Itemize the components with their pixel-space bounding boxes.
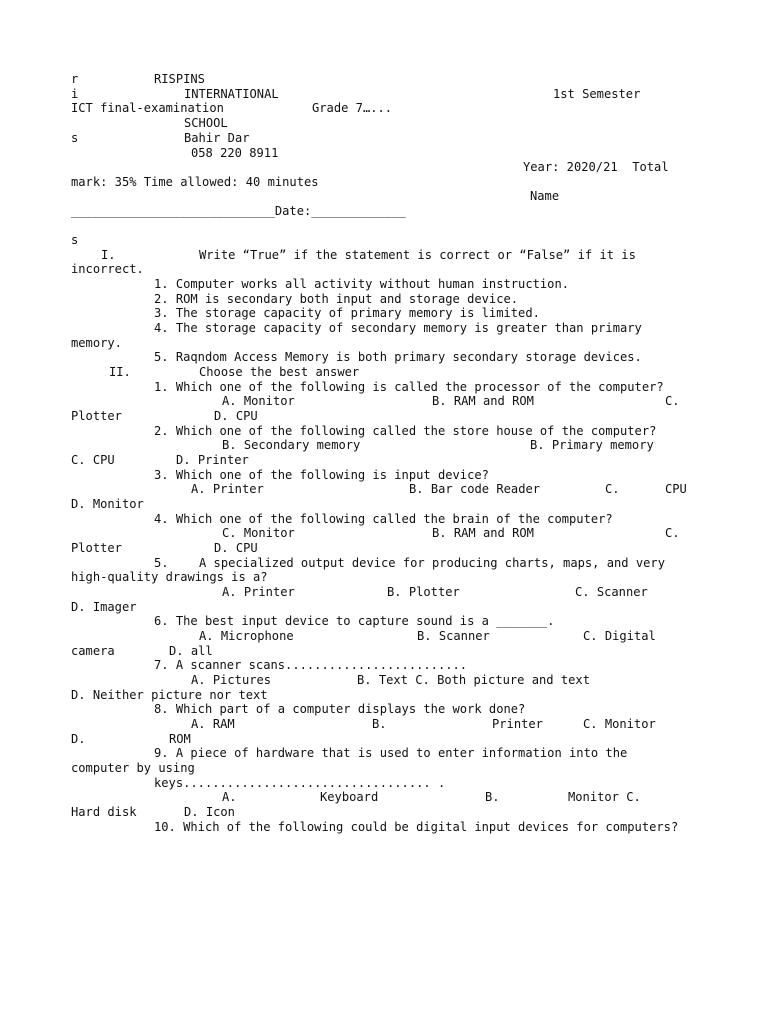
tf-item: 3. The storage capacity of primary memory is limited. [154, 306, 540, 320]
question-stem: 4. Which one of the following called the brain of the computer? [154, 512, 613, 526]
question-stem: 2. Which one of the following called the store house of the computer? [154, 424, 657, 438]
school-name-line-2: INTERNATIONAL [184, 87, 279, 101]
choice: CPU [665, 482, 687, 496]
choice: C. Monitor [583, 717, 656, 731]
choice: C. [605, 482, 620, 496]
tf-item: 2. ROM is secondary both input and storage device. [154, 292, 519, 306]
choice: B. Text C. Both picture and text [357, 673, 590, 687]
choice: Printer [492, 717, 543, 731]
question-stem: 3. Which one of the following is input device? [154, 468, 489, 482]
choice: C. [665, 394, 680, 408]
choice: A. [222, 790, 237, 804]
question-stem: 1. Which one of the following is called the processor of the computer? [154, 380, 664, 394]
question-number: 5. [154, 556, 169, 570]
choice: B. Bar code Reader [409, 482, 541, 496]
choice: D. CPU [214, 409, 258, 423]
choice: D. Monitor [71, 497, 144, 511]
choice: D. Printer [176, 453, 249, 467]
question-stem-cont: computer by using [71, 761, 195, 775]
choice: A. Printer [191, 482, 264, 496]
choice: B. Primary memory [530, 438, 654, 452]
choice: C. CPU [71, 453, 115, 467]
question-stem: 9. A piece of hardware that is used to enter information into the [154, 746, 628, 760]
section-2-instruction: Choose the best answer [199, 365, 360, 379]
name-label: Name [530, 189, 560, 203]
tf-item: 4. The storage capacity of secondary memory is greater than primary [154, 321, 642, 335]
choice: B. Scanner [417, 629, 490, 643]
choice: B. Secondary memory [222, 438, 361, 452]
choice: Plotter [71, 541, 122, 555]
stray-margin-s: s [71, 233, 79, 247]
choice: Hard disk [71, 805, 137, 819]
choice: D. CPU [214, 541, 258, 555]
choice: D. [71, 732, 86, 746]
choice-cont: camera [71, 644, 115, 658]
choice: A. Pictures [191, 673, 272, 687]
school-phone: 058 220 8911 [191, 146, 279, 160]
school-city: Bahir Dar [184, 131, 250, 145]
year-total-label: Year: 2020/21 Total [523, 160, 669, 174]
header-margin-r: r [71, 72, 79, 86]
choice: D. all [169, 644, 213, 658]
tf-item: 1. Computer works all activity without human instruction. [154, 277, 570, 291]
question-stem: 8. Which part of a computer displays the work done? [154, 702, 526, 716]
section-2-numeral: II. [109, 365, 131, 379]
grade-label: Grade 7…... [312, 101, 393, 115]
choice: B. RAM and ROM [432, 526, 534, 540]
semester-label: 1st Semester [553, 87, 641, 101]
name-date-line: ____________________________Date:_____________ [71, 204, 406, 218]
choice: Keyboard [320, 790, 379, 804]
choice: C. Scanner [575, 585, 648, 599]
choice: C. [665, 526, 680, 540]
header-margin-i: i [71, 87, 79, 101]
section-1-instruction: Write “True” if the statement is correct or “False” if it is [199, 248, 636, 262]
exam-title: ICT final-examination [71, 101, 224, 115]
choice: Plotter [71, 409, 122, 423]
choice: B. Plotter [387, 585, 460, 599]
choice: B. RAM and ROM [432, 394, 534, 408]
choice-cont: ROM [169, 732, 191, 746]
question-stem-cont: high-quality drawings is a? [71, 570, 268, 584]
section-1-instruction-cont: incorrect. [71, 262, 144, 276]
choice: A. Monitor [222, 394, 295, 408]
question-stem: 10. Which of the following could be digital input devices for computers? [154, 820, 679, 834]
choice: A. Microphone [199, 629, 294, 643]
choice: D. Imager [71, 600, 137, 614]
choice: A. RAM [191, 717, 235, 731]
choice: B. [485, 790, 500, 804]
choice: B. [372, 717, 387, 731]
choice: D. Icon [184, 805, 235, 819]
question-stem: 7. A scanner scans......................... [154, 658, 468, 672]
question-stem-cont: keys.................................. . [154, 776, 446, 790]
question-stem: A specialized output device for producing charts, maps, and very [199, 556, 665, 570]
choice: A. Printer [222, 585, 295, 599]
section-1-numeral: I. [101, 248, 116, 262]
tf-item-cont: memory. [71, 336, 122, 350]
tf-item: 5. Raqndom Access Memory is both primary secondary storage devices. [154, 350, 642, 364]
header-margin-s: s [71, 131, 79, 145]
choice: D. Neither picture nor text [71, 688, 268, 702]
choice: C. Monitor [222, 526, 295, 540]
school-name-line-3: SCHOOL [184, 116, 228, 130]
school-name-line-1: RISPINS [154, 72, 205, 86]
choice: C. Digital [583, 629, 656, 643]
choice: Monitor C. [568, 790, 641, 804]
mark-time-label: mark: 35% Time allowed: 40 minutes [71, 175, 319, 189]
question-stem: 6. The best input device to capture sound is a _______. [154, 614, 555, 628]
